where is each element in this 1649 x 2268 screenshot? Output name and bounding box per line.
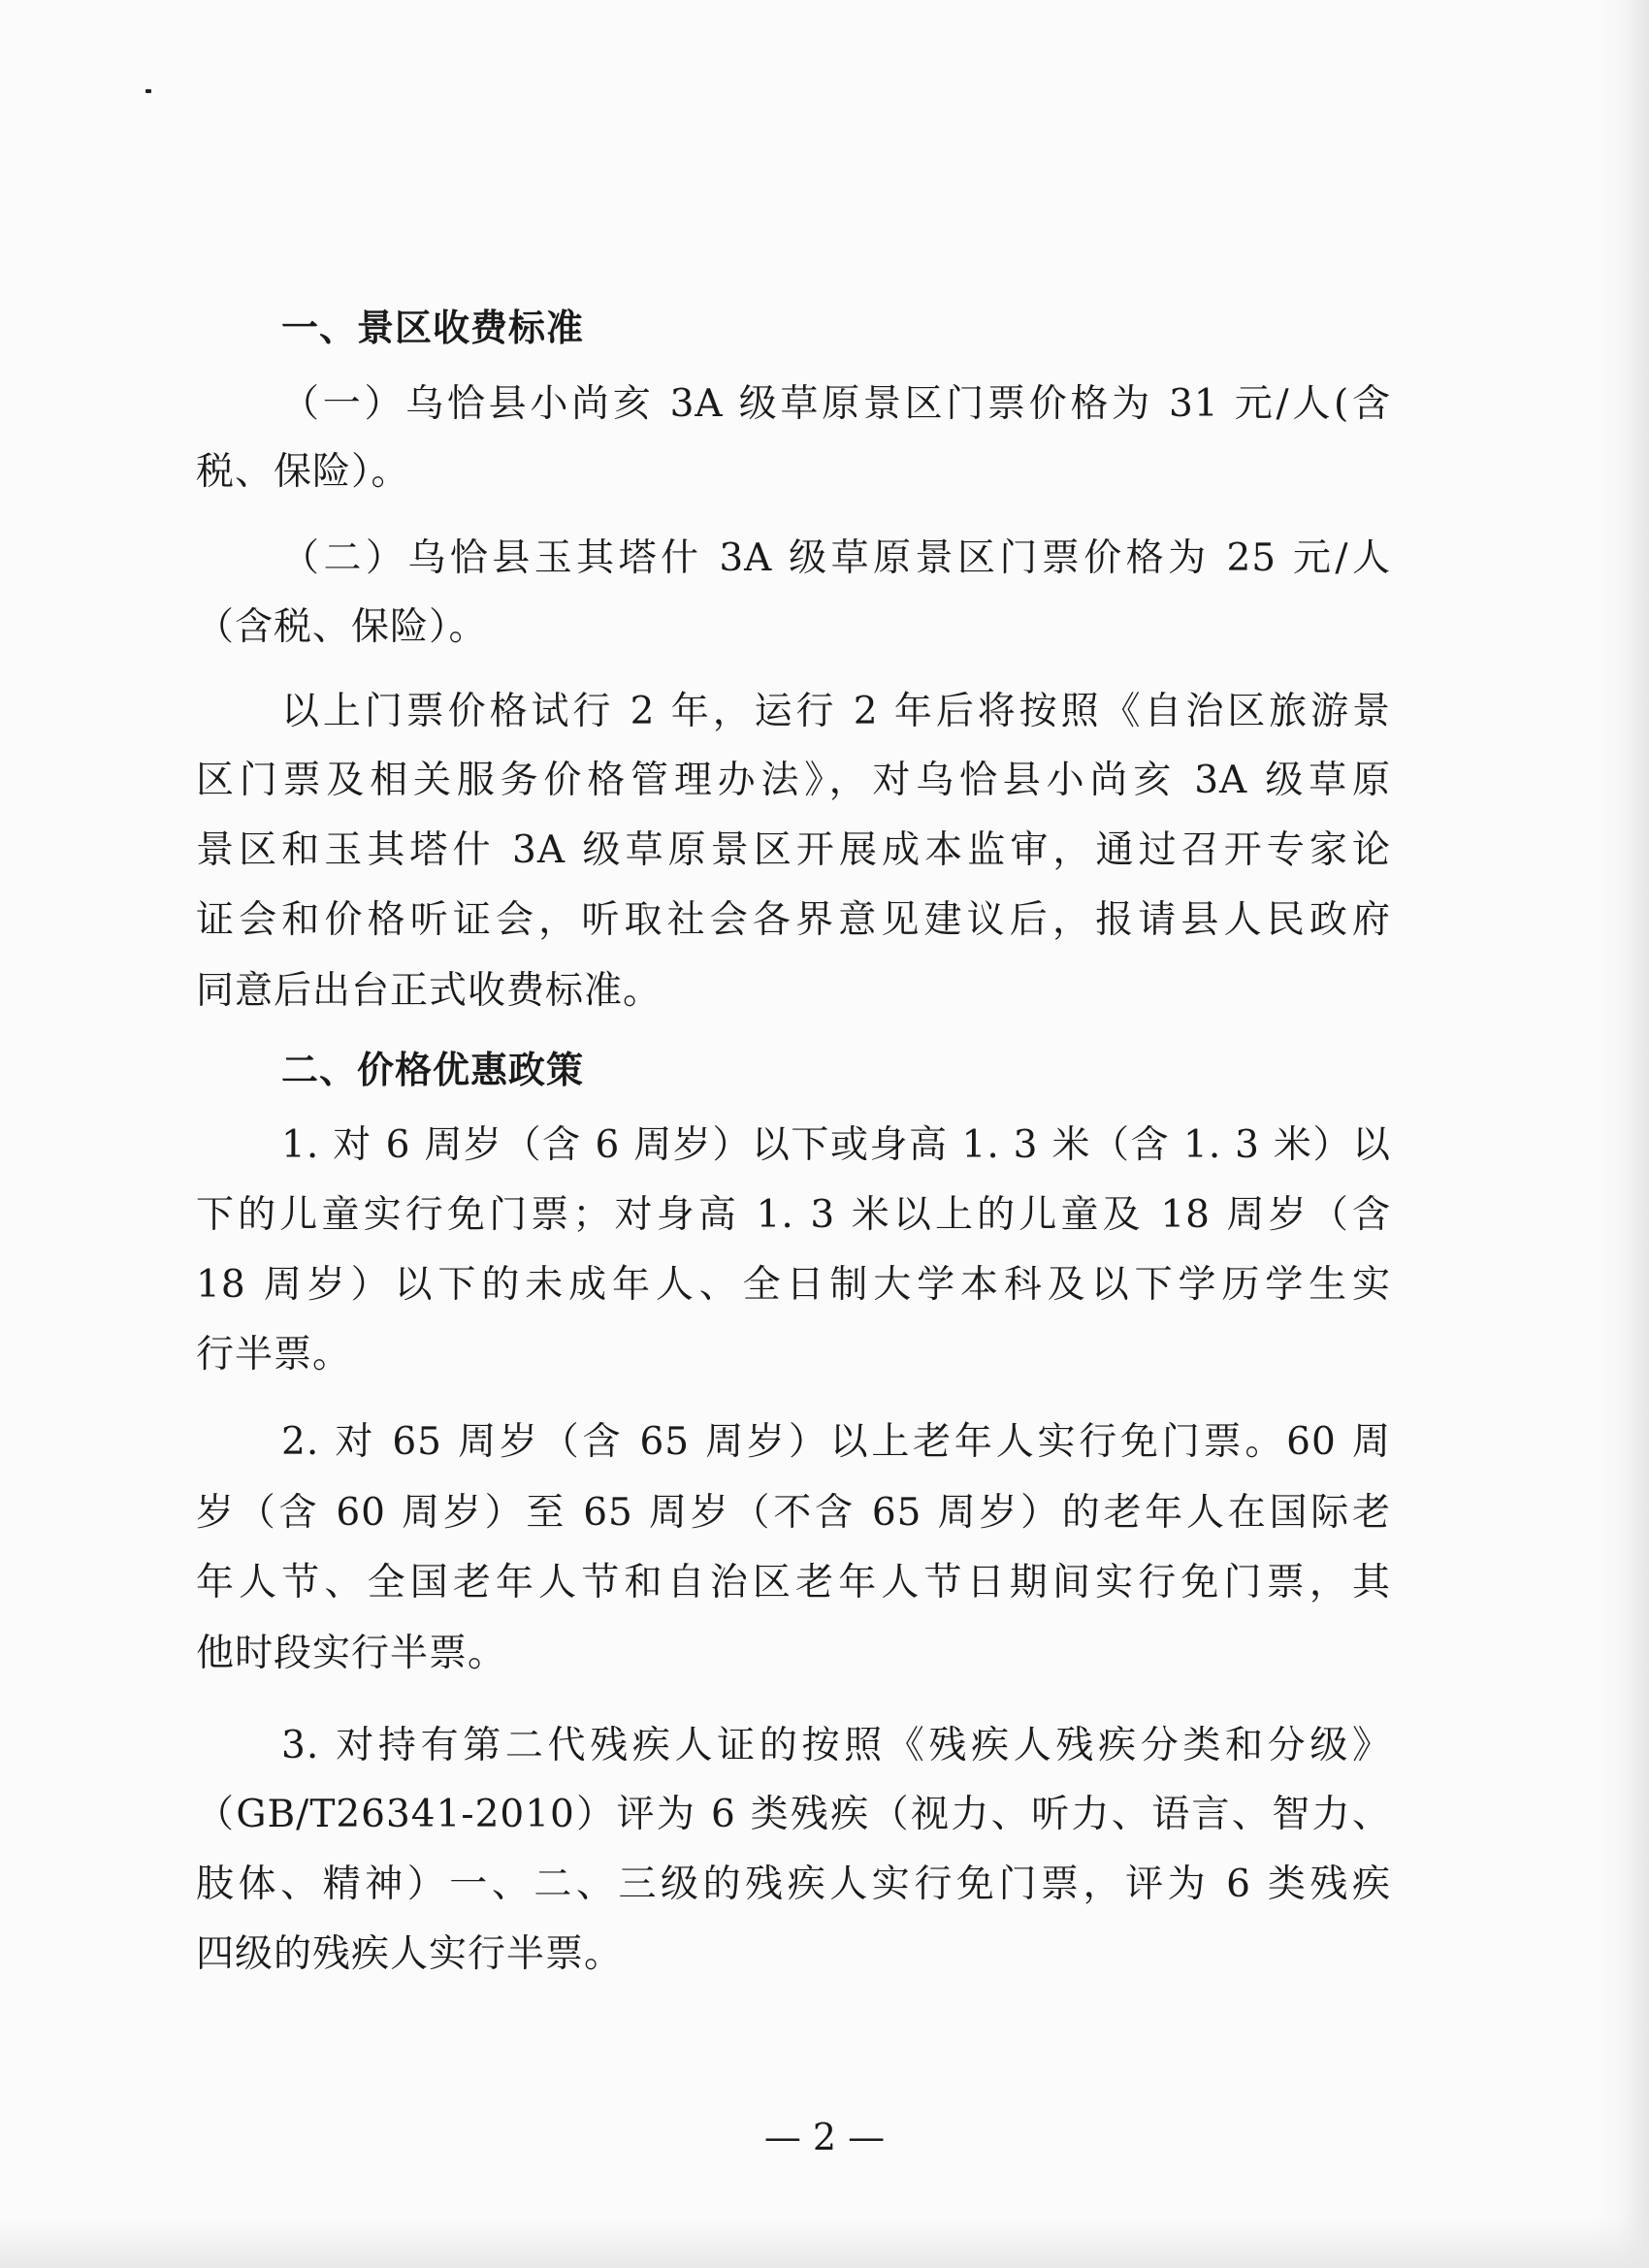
section-heading: 一、景区收费标准 <box>281 307 585 349</box>
paragraph-line: 四级的残疾人实行半票。 <box>196 1932 624 1976</box>
paragraph-line: （二）乌恰县玉其塔什 3A 级草原景区门票价格为 25 元/人 <box>281 536 1391 580</box>
scan-edge-bottom <box>0 2219 1649 2268</box>
paragraph-line: 区门票及相关服务价格管理办法》，对乌恰县小尚亥 3A 级草原 <box>196 759 1391 802</box>
paragraph-line: 同意后出台正式收费标准。 <box>196 969 663 1013</box>
paragraph-line: 18 周岁）以下的未成年人、全日制大学本科及以下学历学生实 <box>196 1263 1391 1307</box>
paragraph-line: （含税、保险）。 <box>196 605 488 649</box>
paragraph-line: 1. 对 6 周岁（含 6 周岁）以下或身高 1. 3 米（含 1. 3 米）以 <box>281 1123 1391 1167</box>
scan-edge-right <box>1591 0 1649 2268</box>
paragraph-line: 景区和玉其塔什 3A 级草原景区开展成本监审，通过召开专家论 <box>196 828 1391 872</box>
paragraph-line: 岁（含 60 周岁）至 65 周岁（不含 65 周岁）的老年人在国际老 <box>196 1491 1391 1535</box>
section-heading: 二、价格优惠政策 <box>281 1049 585 1091</box>
paragraph-line: 年人节、全国老年人节和自治区老年人节日期间实行免门票，其 <box>196 1561 1391 1604</box>
paragraph-line: 以上门票价格试行 2 年，运行 2 年后将按照《自治区旅游景 <box>281 690 1391 733</box>
paragraph-line: （GB/T26341-2010）评为 6 类残疾（视力、听力、语言、智力、 <box>196 1793 1391 1836</box>
paragraph-line: 肢体、精神）一、二、三级的残疾人实行免门票，评为 6 类残疾 <box>196 1863 1391 1906</box>
paragraph-line: 行半票。 <box>196 1333 352 1377</box>
paragraph-line: 证会和价格听证会，听取社会各界意见建议后，报请县人民政府 <box>196 898 1391 942</box>
paragraph-line: （一）乌恰县小尚亥 3A 级草原景区门票价格为 31 元/人(含 <box>281 382 1391 426</box>
paragraph-line: 下的儿童实行免门票；对身高 1. 3 米以上的儿童及 18 周岁（含 <box>196 1193 1391 1237</box>
paragraph-line: 3. 对持有第二代残疾人证的按照《残疾人残疾分类和分级》 <box>281 1724 1391 1767</box>
paragraph-line: 他时段实行半票。 <box>196 1632 507 1675</box>
page-number: — 2 — <box>763 2116 886 2158</box>
paragraph-line: 2. 对 65 周岁（含 65 周岁）以上老年人实行免门票。60 周 <box>281 1420 1391 1464</box>
paragraph-line: 税、保险）。 <box>196 450 410 494</box>
scan-speck <box>146 89 151 93</box>
